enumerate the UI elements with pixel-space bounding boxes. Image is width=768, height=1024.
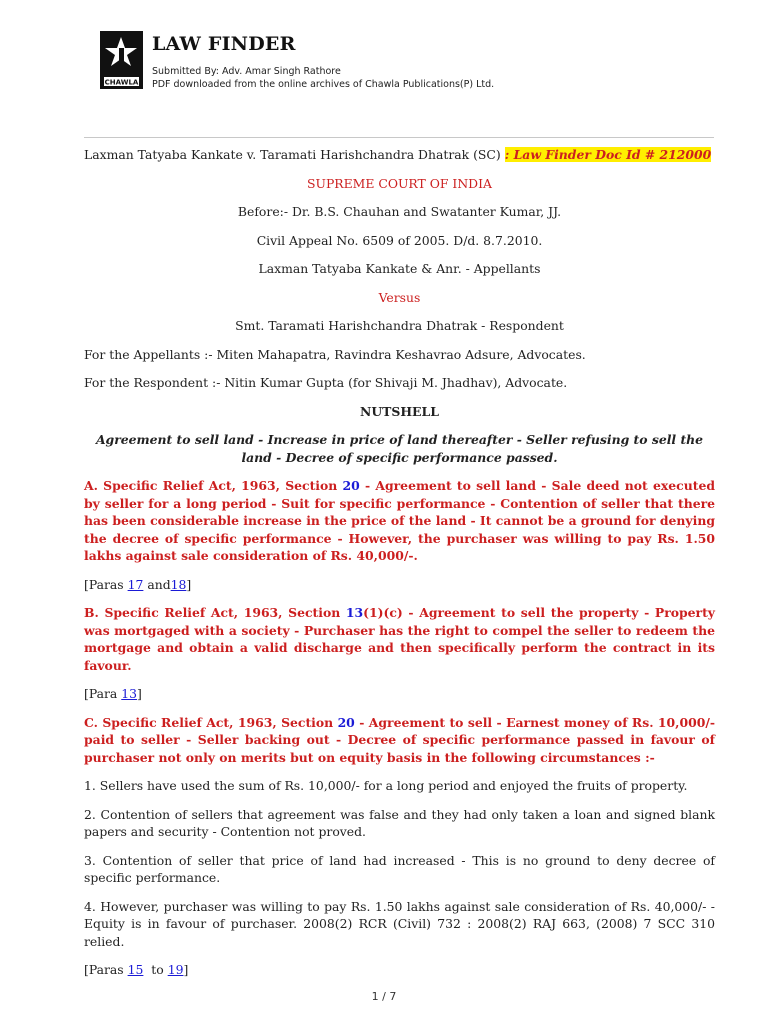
headnote-a — [84, 477, 715, 565]
point-3: 3. Contention of seller that price of land had increased - This is no ground to deny decree of specific performance. — [84, 852, 715, 885]
download-source: PDF downloaded from the online archives of Chawla Publications(P) Ltd. — [152, 79, 495, 90]
paras-ref-final — [84, 961, 715, 979]
nutshell-summary: Agreement to sell land - Increase in price of land thereafter - Seller refusing to sell the land - Decree of specific performance passed. — [95, 432, 704, 465]
header-divider — [84, 137, 714, 138]
para-link-13[interactable]: 13 — [121, 686, 138, 701]
logo-caption: CHAWLA — [104, 78, 139, 87]
section-link-13[interactable]: 13 — [345, 605, 364, 620]
law-finder-logo — [100, 31, 143, 89]
appellants: Laxman Tatyaba Kankate & Anr. - Appellants — [258, 261, 541, 276]
appeal-number: Civil Appeal No. 6509 of 2005. D/d. 8.7.2010. — [256, 232, 543, 248]
paras-to: to — [151, 962, 164, 977]
bench: Before:- Dr. B.S. Chauhan and Swatanter Kumar, JJ. — [237, 204, 562, 219]
point-2: 2. Contention of sellers that agreement was false and they had only taken a loan and signed blank papers and security - Contention not proved. — [84, 806, 715, 839]
para-link-19[interactable]: 19 — [167, 962, 184, 977]
paras-suffix: ] — [137, 686, 142, 701]
paras-suffix: ] — [183, 962, 189, 977]
section-link-20[interactable]: 20 — [342, 478, 360, 493]
headnote-a-prefix: A. Specific Relief Act, 1963, Section — [84, 478, 343, 493]
case-title-line — [84, 146, 715, 164]
page-indicator: 1 / 7 — [371, 990, 397, 1003]
submitted-by: Submitted By: Adv. Amar Singh Rathore — [152, 66, 341, 77]
headnote-c — [84, 714, 715, 767]
respondent: Smt. Taramati Harishchandra Dhatrak - Respondent — [235, 318, 564, 333]
document-header — [100, 31, 720, 95]
brand-title: LAW FINDER — [152, 33, 296, 55]
paras-and: and — [143, 576, 171, 592]
headnote-b-text: (1)(c) - Agreement to sell the property - Property was mortgaged with a society - Purchaser has the right to compel the seller to redeem the mortgage and obtain a valid discharge and then specifically perform the contract in its favour. — [84, 605, 715, 673]
paras-prefix: [Paras — [84, 962, 128, 977]
paras-ref-b — [84, 685, 715, 703]
counsel-appellants: For the Appellants :- Miten Mahapatra, Ravindra Keshavrao Adsure, Advocates. — [84, 346, 586, 362]
headnote-b — [84, 604, 715, 674]
case-title: Laxman Tatyaba Kankate v. Taramati Harishchandra Dhatrak (SC) — [84, 147, 501, 162]
point-1: 1. Sellers have used the sum of Rs. 10,000/- for a long period and enjoyed the fruits of property. — [84, 778, 688, 793]
section-link-20-c[interactable]: 20 — [337, 714, 355, 730]
doc-id: : Law Finder Doc Id # 212000 — [504, 147, 712, 162]
para-link-18[interactable]: 18 — [170, 576, 187, 592]
paras-prefix: [Paras — [84, 576, 128, 592]
paras-suffix: ] — [186, 576, 192, 592]
para-link-17[interactable]: 17 — [127, 576, 144, 592]
headnote-b-prefix: B. Specific Relief Act, 1963, Section — [84, 605, 346, 620]
point-4: 4. However, purchaser was willing to pay Rs. 1.50 lakhs against sale consideration of Rs. 40,000/- - Equity is in favour of purchaser. 2008(2) RCR (Civil) 732 : 2008(2) RAJ 663, (2008) 7 SCC 310 relied. — [84, 898, 715, 949]
document-body — [84, 146, 715, 979]
nutshell-heading: NUTSHELL — [360, 403, 439, 419]
headnote-c-text: - Agreement to sell - Earnest money of Rs. 10,000/- paid to seller - Seller backing out - Decree of specific performance passed in favour of purchaser not only on merits but on equity basis in the following circumstances :- — [84, 714, 716, 765]
counsel-respondent: For the Respondent :- Nitin Kumar Gupta (for Shivaji M. Jhadhav), Advocate. — [84, 375, 568, 390]
versus: Versus — [378, 289, 421, 305]
paras-ref-a — [84, 576, 715, 594]
headnote-a-text: - Agreement to sell land - Sale deed not executed by seller for a long period - Suit for specific performance - Contention of seller that there has been considerable increase in the price of the land - It cannot be a ground for denying the decree of specific performance - However, the purchaser was willing to pay Rs. 1.50 lakhs against sale consideration of Rs. 40,000/-. — [84, 478, 715, 563]
court-name: SUPREME COURT OF INDIA — [307, 175, 492, 191]
paras-prefix: [Para — [84, 686, 122, 701]
para-link-15[interactable]: 15 — [127, 962, 144, 977]
headnote-c-prefix: C. Specific Relief Act, 1963, Section — [84, 714, 338, 730]
